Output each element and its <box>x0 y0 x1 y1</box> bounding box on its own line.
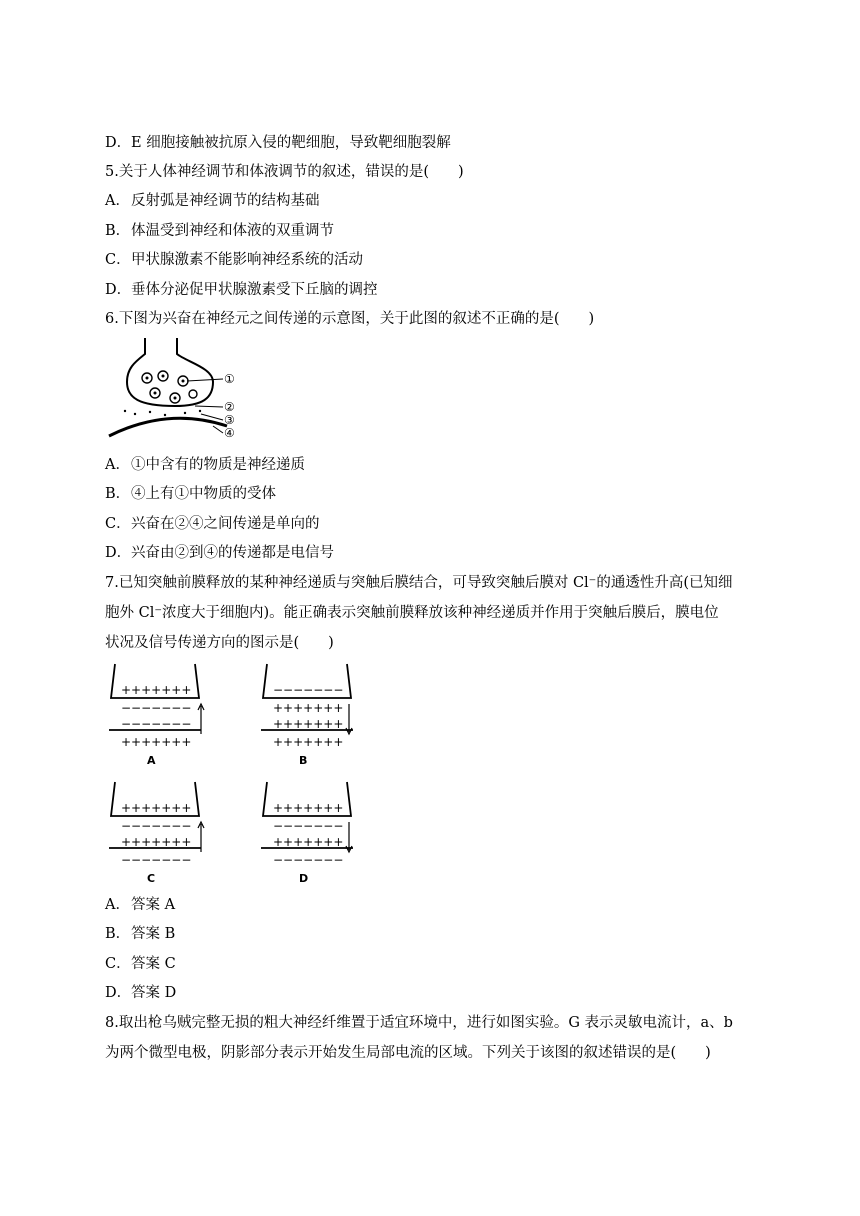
panel-b-row-2: +++++++ <box>273 701 344 715</box>
label-1: ① <box>224 372 235 386</box>
q5-option-a <box>105 189 320 210</box>
option-text: ①中含有的物质是神经递质 <box>131 457 305 473</box>
panel-a-row-3: −−−−−−− <box>121 717 192 731</box>
q5-stem: 5.关于人体神经调节和体液调节的叙述，错误的是( ) <box>105 164 464 180</box>
q6-option-b <box>105 482 276 503</box>
q5-option-c <box>105 248 363 269</box>
option-text: 答案 C <box>131 956 176 972</box>
q7-option-c <box>105 952 176 973</box>
q7-stem-line-1: 7.已知突触前膜释放的某种神经递质与突触后膜结合，可导致突触后膜对 Cl⁻的通透性升高(已知细 <box>105 575 733 591</box>
postsynaptic-membrane <box>109 418 227 436</box>
panel-c-label: C <box>147 872 156 885</box>
panel-d-row-1: +++++++ <box>273 801 344 815</box>
q6-option-a <box>105 453 305 474</box>
q8-stem-line-2: 为两个微型电极，阴影部分表示开始发生局部电流的区域。下列关于该图的叙述错误的是( ) <box>105 1045 711 1061</box>
panel-d-row-3: +++++++ <box>273 835 344 849</box>
panel-b-row-4: +++++++ <box>273 735 344 749</box>
q7-option-d <box>105 981 176 1002</box>
panel-d-row-2: −−−−−−− <box>273 819 344 833</box>
option-text: 答案 A <box>131 897 176 913</box>
option-text: 体温受到神经和体液的双重调节 <box>131 223 334 239</box>
option-key: D． <box>105 545 132 561</box>
q6-stem: 6.下图为兴奋在神经元之间传递的示意图，关于此图的叙述不正确的是( ) <box>105 311 595 327</box>
panel-a-row-2: −−−−−−− <box>121 701 192 715</box>
panel-a-row-4: +++++++ <box>121 735 192 749</box>
option-text: 甲状腺激素不能影响神经系统的活动 <box>131 252 363 268</box>
option-text: E 细胞接触被抗原入侵的靶细胞，导致靶细胞裂解 <box>131 135 451 151</box>
option-key: B． <box>105 486 131 502</box>
q7-option-b <box>105 922 175 943</box>
option-text: 反射弧是神经调节的结构基础 <box>131 193 320 209</box>
label-4: ④ <box>224 426 235 440</box>
panel-c <box>109 782 204 885</box>
panel-d <box>261 782 353 885</box>
synapse-figure <box>105 336 245 442</box>
option-text: ④上有①中物质的受体 <box>131 486 276 502</box>
panel-a <box>109 664 204 767</box>
option-key: C． <box>105 956 131 972</box>
panel-c-row-4: −−−−−−− <box>121 853 192 867</box>
option-text: 答案 B <box>131 926 176 942</box>
option-text: 兴奋在②④之间传递是单向的 <box>131 516 320 532</box>
q5-option-d <box>105 278 378 299</box>
panel-c-row-2: −−−−−−− <box>121 819 192 833</box>
panel-b-row-3: +++++++ <box>273 717 344 731</box>
option-key: A． <box>105 457 130 473</box>
option-text: 答案 D <box>131 985 177 1001</box>
option-key: A． <box>105 193 130 209</box>
option-key: B． <box>105 223 131 239</box>
panel-b-label: B <box>299 754 308 767</box>
label-3: ③ <box>224 413 235 427</box>
q8-stem-line-1: 8.取出枪乌贼完整无损的粗大神经纤维置于适宜环境中，进行如图实验。G 表示灵敏电流计，a、b <box>105 1015 733 1031</box>
option-key: C． <box>105 516 131 532</box>
q7-option-a <box>105 893 175 914</box>
q7-stem-line-2: 胞外 Cl⁻浓度大于细胞内)。能正确表示突触前膜释放该种神经递质并作用于突触后膜后，膜电位 <box>105 605 719 621</box>
option-key: D． <box>105 985 132 1001</box>
option-text: 垂体分泌促甲状腺激素受下丘脑的调控 <box>131 282 378 298</box>
option-key: C． <box>105 252 131 268</box>
neurotransmitter-dots <box>124 410 201 416</box>
panel-c-row-3: +++++++ <box>121 835 192 849</box>
option-key: D． <box>105 135 132 151</box>
panel-c-row-1: +++++++ <box>121 801 192 815</box>
panel-d-row-4: −−−−−−− <box>273 853 344 867</box>
synaptic-vesicles <box>142 371 197 403</box>
option-key: D． <box>105 282 132 298</box>
panel-b <box>261 664 353 767</box>
q4-option-d <box>105 131 451 152</box>
q5-option-b <box>105 219 334 240</box>
q6-option-d <box>105 541 334 562</box>
panel-a-row-1: +++++++ <box>121 683 192 697</box>
panel-b-row-1: −−−−−−− <box>273 683 344 697</box>
option-text: 兴奋由②到④的传递都是电信号 <box>131 545 334 561</box>
option-key: A． <box>105 897 130 913</box>
figure-labels <box>224 372 235 440</box>
q6-option-c <box>105 512 320 533</box>
option-key: B． <box>105 926 131 942</box>
membrane-potential-figure <box>105 660 365 890</box>
label-2: ② <box>224 400 235 414</box>
q7-stem-line-3: 状况及信号传递方向的图示是( ) <box>105 635 334 651</box>
panel-a-label: A <box>147 754 156 767</box>
panel-d-label: D <box>299 872 309 885</box>
